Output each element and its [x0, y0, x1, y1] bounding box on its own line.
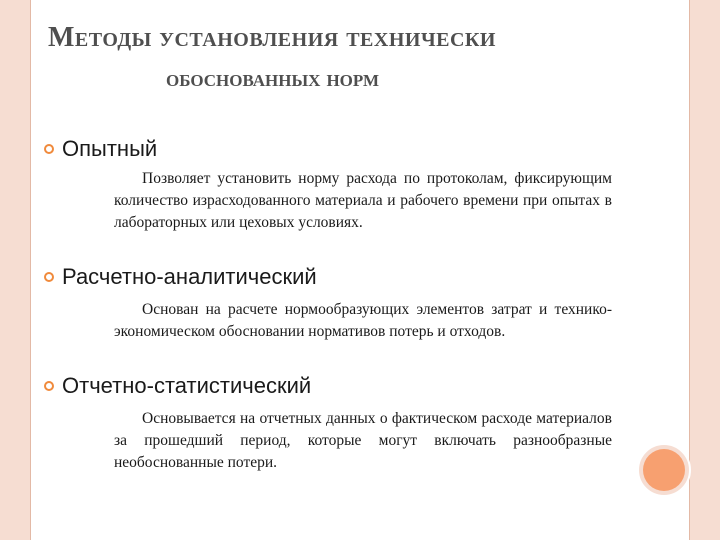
method-description: Позволяет установить норму расхода по протоколам, фиксирующим количество израсходованного материала и рабочего времени при опытах в лабораторных или цеховых условиях.	[114, 170, 612, 231]
left-border-line	[30, 0, 31, 540]
right-border-line	[689, 0, 690, 540]
method-description: Основан на расчете нормообразующих элементов затрат и технико-экономическом обосновании нормативов потерь и отходов.	[114, 301, 612, 340]
method-item-experimental	[44, 136, 157, 162]
bullet-icon	[44, 144, 54, 154]
left-border-panel	[0, 0, 30, 540]
title-line-2: обоснованных норм	[166, 66, 380, 92]
method-item-statistical	[44, 373, 311, 399]
method-label: Расчетно-аналитический	[62, 264, 317, 289]
decorative-circle	[643, 449, 685, 491]
bullet-icon	[44, 272, 54, 282]
method-label: Отчетно-статистический	[62, 373, 312, 398]
bullet-icon	[44, 381, 54, 391]
slide-title	[48, 22, 678, 93]
method-description: Основывается на отчетных данных о фактическом расходе материалов за прошедший период, которые могут включать разнообразные необоснованные потери.	[114, 410, 612, 471]
right-border-panel	[690, 0, 720, 540]
method-label: Опытный	[62, 136, 158, 161]
title-line-1: Методы установления технически	[48, 22, 496, 53]
method-item-analytical	[44, 264, 317, 290]
